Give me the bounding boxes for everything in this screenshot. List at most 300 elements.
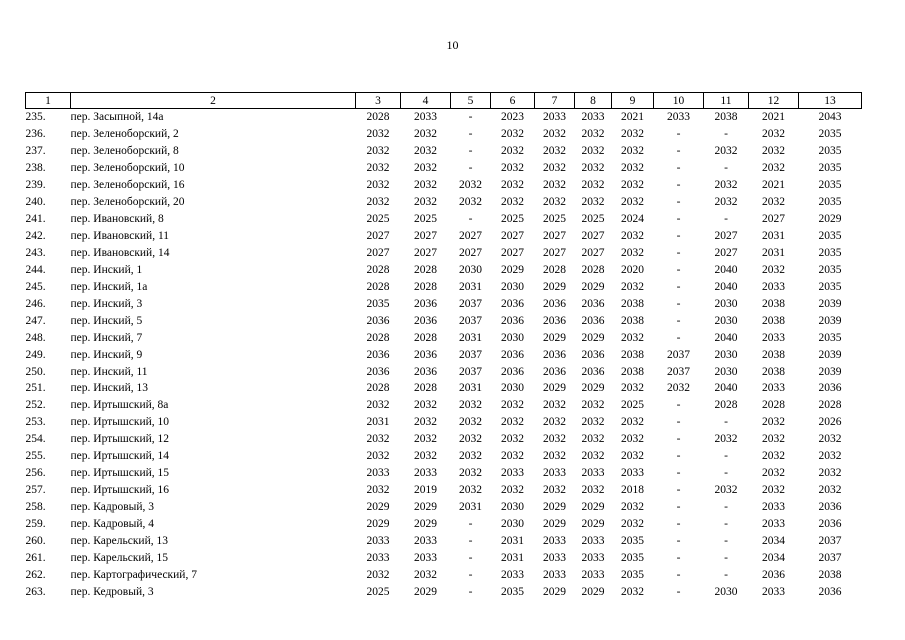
year-cell: 2037	[459, 348, 482, 361]
year-cell: 2036	[501, 365, 524, 378]
year-cell: 2029	[414, 517, 437, 530]
year-cell: 2035	[818, 331, 842, 344]
table-row	[26, 245, 862, 262]
table-row	[26, 414, 862, 431]
table-row	[26, 109, 862, 126]
year-cell: 2032	[762, 467, 785, 480]
year-cell: -	[724, 450, 728, 463]
year-cell: 2030	[501, 517, 524, 530]
year-cell: -	[468, 585, 473, 598]
year-cell: 2032	[366, 128, 390, 141]
row-number-cell: 240.	[25, 196, 46, 209]
row-number-cell: 251.	[25, 382, 46, 395]
column-header: 6	[491, 93, 535, 109]
year-cell: 2031	[459, 331, 482, 344]
year-cell: -	[724, 568, 728, 581]
year-cell: 2025	[501, 213, 524, 226]
year-cell: 2032	[621, 280, 644, 293]
year-cell: 2038	[762, 348, 785, 361]
year-cell: 2036	[581, 297, 605, 310]
address-cell: пер. Инский, 5	[70, 314, 143, 327]
year-cell: 2036	[501, 348, 524, 361]
year-cell: 2027	[414, 230, 437, 243]
year-cell: 2035	[621, 568, 644, 581]
year-cell: 2038	[818, 568, 842, 581]
year-cell: 2032	[543, 484, 566, 497]
year-cell: 2035	[818, 145, 842, 158]
year-cell: 2025	[621, 399, 644, 412]
table-row	[26, 295, 862, 312]
year-cell: 2036	[762, 568, 785, 581]
row-number-cell: 255.	[25, 450, 46, 463]
year-cell: 2025	[414, 213, 437, 226]
year-cell: 2032	[414, 128, 437, 141]
year-cell: 2032	[714, 179, 738, 192]
address-cell: пер. Зеленоборский, 16	[70, 179, 185, 192]
year-cell: 2033	[543, 534, 566, 547]
year-cell: 2029	[581, 501, 605, 514]
year-cell: 2032	[621, 501, 644, 514]
year-cell: 2035	[818, 128, 842, 141]
address-cell: пер. Инский, 9	[70, 348, 143, 361]
year-cell: 2036	[366, 348, 390, 361]
year-cell: 2037	[459, 314, 482, 327]
year-cell: 2032	[459, 416, 482, 429]
year-cell: 2032	[366, 484, 390, 497]
year-cell: 2032	[501, 128, 524, 141]
row-number-cell: 262.	[25, 568, 46, 581]
year-cell: 2033	[762, 280, 785, 293]
address-cell: пер. Ивановский, 11	[70, 230, 170, 243]
year-cell: 2033	[667, 111, 690, 124]
year-cell: -	[724, 534, 728, 547]
year-cell: 2025	[366, 585, 390, 598]
year-cell: 2027	[366, 230, 390, 243]
address-cell: пер. Иртышский, 12	[70, 433, 170, 446]
year-cell: 2036	[818, 585, 842, 598]
year-cell: 2029	[543, 382, 566, 395]
year-cell: 2035	[818, 196, 842, 209]
year-cell: 2027	[366, 246, 390, 259]
year-cell: 2037	[818, 551, 842, 564]
year-cell: 2038	[762, 365, 785, 378]
address-cell: пер. Инский, 1	[70, 263, 143, 276]
year-cell: 2032	[581, 128, 605, 141]
column-header: 3	[356, 93, 401, 109]
year-cell: 2033	[366, 534, 390, 547]
table-row	[26, 363, 862, 380]
year-cell: 2033	[581, 568, 605, 581]
year-cell: 2025	[543, 213, 566, 226]
year-cell: 2032	[621, 145, 644, 158]
row-number-cell: 237.	[25, 145, 46, 158]
year-cell: 2032	[762, 450, 785, 463]
address-cell: пер. Инский, 13	[70, 382, 148, 395]
table-row	[26, 194, 862, 211]
year-cell: 2026	[818, 416, 842, 429]
year-cell: 2038	[621, 314, 644, 327]
year-cell: 2032	[501, 416, 524, 429]
column-header: 13	[799, 93, 862, 109]
year-cell: 2030	[714, 314, 738, 327]
year-cell: 2033	[762, 517, 785, 530]
year-cell: -	[724, 128, 728, 141]
row-number-cell: 245.	[25, 280, 46, 293]
table-row	[26, 549, 862, 566]
row-number-cell: 256.	[25, 467, 46, 480]
year-cell: 2028	[762, 399, 785, 412]
year-cell: -	[676, 467, 681, 480]
address-cell: пер. Зеленоборский, 2	[70, 128, 179, 141]
year-cell: -	[676, 246, 681, 259]
year-cell: 2030	[501, 382, 524, 395]
year-cell: 2032	[762, 263, 785, 276]
year-cell: 2037	[818, 534, 842, 547]
year-cell: 2029	[501, 263, 524, 276]
column-header: 11	[704, 93, 749, 109]
row-number-cell: 236.	[25, 128, 46, 141]
year-cell: 2036	[414, 348, 437, 361]
column-number-header-row	[26, 93, 862, 109]
year-cell: 2032	[762, 128, 785, 141]
year-cell: 2038	[621, 348, 644, 361]
row-number-cell: 254.	[25, 433, 46, 446]
year-cell: -	[676, 297, 681, 310]
year-cell: 2025	[366, 213, 390, 226]
year-cell: 2027	[714, 230, 738, 243]
year-cell: -	[468, 213, 473, 226]
year-cell: 2033	[543, 111, 566, 124]
year-cell: 2030	[714, 348, 738, 361]
row-number-cell: 257.	[25, 484, 46, 497]
row-number-cell: 252.	[25, 399, 46, 412]
year-cell: 2036	[414, 365, 437, 378]
address-cell: пер. Инский, 1а	[70, 280, 148, 293]
table-row	[26, 482, 862, 499]
table-row	[26, 397, 862, 414]
year-cell: 2033	[414, 534, 437, 547]
year-cell: 2032	[543, 128, 566, 141]
year-cell: 2032	[543, 399, 566, 412]
year-cell: 2032	[414, 399, 437, 412]
year-cell: 2032	[501, 433, 524, 446]
row-number-cell: 263.	[25, 585, 46, 598]
year-cell: 2032	[581, 196, 605, 209]
year-cell: 2032	[581, 433, 605, 446]
year-cell: 2040	[714, 331, 738, 344]
year-cell: 2035	[818, 280, 842, 293]
year-cell: 2032	[581, 450, 605, 463]
year-cell: -	[676, 145, 681, 158]
table-row	[26, 261, 862, 278]
year-cell: 2032	[543, 450, 566, 463]
table-row	[26, 312, 862, 329]
year-cell: 2036	[366, 365, 390, 378]
year-cell: 2036	[414, 297, 437, 310]
year-cell: 2027	[543, 246, 566, 259]
row-number-cell: 258.	[25, 501, 46, 514]
year-cell: -	[676, 450, 681, 463]
year-cell: 2039	[818, 348, 842, 361]
year-cell: 2032	[366, 433, 390, 446]
year-cell: 2036	[818, 517, 842, 530]
year-cell: 2035	[818, 246, 842, 259]
table-row	[26, 380, 862, 397]
year-cell: 2039	[818, 297, 842, 310]
year-cell: 2036	[818, 382, 842, 395]
address-cell: пер. Кадровый, 4	[70, 517, 155, 530]
year-cell: 2027	[501, 246, 524, 259]
year-cell: 2032	[762, 484, 785, 497]
year-cell: 2040	[714, 280, 738, 293]
year-cell: 2027	[459, 246, 482, 259]
year-cell: 2040	[714, 263, 738, 276]
year-cell: -	[676, 128, 681, 141]
year-cell: 2032	[762, 416, 785, 429]
table-row	[26, 211, 862, 228]
table-row	[26, 465, 862, 482]
year-cell: -	[676, 280, 681, 293]
year-cell: 2031	[366, 416, 390, 429]
year-cell: 2032	[714, 433, 738, 446]
year-cell: 2032	[621, 128, 644, 141]
year-cell: 2029	[543, 501, 566, 514]
year-cell: 2032	[414, 433, 437, 446]
year-cell: -	[724, 213, 728, 226]
year-cell: 2032	[762, 433, 785, 446]
year-cell: 2043	[818, 111, 842, 124]
year-cell: 2030	[501, 331, 524, 344]
year-cell: 2033	[501, 568, 524, 581]
table-row	[26, 516, 862, 533]
year-cell: 2029	[543, 517, 566, 530]
year-cell: 2029	[366, 501, 390, 514]
year-cell: 2036	[581, 365, 605, 378]
year-cell: 2028	[414, 280, 437, 293]
year-cell: 2037	[667, 348, 690, 361]
year-cell: 2032	[762, 196, 785, 209]
year-cell: 2030	[459, 263, 482, 276]
row-number-cell: 241.	[25, 213, 46, 226]
year-cell: 2030	[714, 585, 738, 598]
year-cell: 2020	[621, 263, 644, 276]
year-cell: -	[676, 399, 681, 412]
page-number: 10	[446, 38, 459, 52]
year-cell: 2035	[621, 551, 644, 564]
address-cell: пер. Ивановский, 8	[70, 213, 164, 226]
year-cell: 2032	[501, 484, 524, 497]
year-cell: -	[468, 551, 473, 564]
row-number-cell: 259.	[25, 517, 46, 530]
table-row	[26, 448, 862, 465]
row-number-cell: 246.	[25, 297, 46, 310]
year-cell: 2035	[501, 585, 524, 598]
year-cell: 2032	[501, 399, 524, 412]
year-cell: 2033	[762, 382, 785, 395]
year-cell: -	[468, 128, 473, 141]
year-cell: 2032	[366, 179, 390, 192]
year-cell: 2028	[366, 382, 390, 395]
address-cell: пер. Иртышский, 10	[70, 416, 170, 429]
year-cell: 2032	[501, 162, 524, 175]
year-cell: 2032	[621, 416, 644, 429]
year-cell: 2032	[459, 450, 482, 463]
year-cell: 2019	[414, 484, 437, 497]
address-cell: пер. Иртышский, 15	[70, 467, 170, 480]
year-cell: -	[676, 162, 681, 175]
year-cell: 2027	[714, 246, 738, 259]
year-cell: 2032	[621, 382, 644, 395]
year-cell: 2036	[543, 297, 566, 310]
year-cell: -	[676, 263, 681, 276]
row-number-cell: 235.	[25, 111, 46, 124]
address-cell: пер. Иртышский, 16	[70, 484, 170, 497]
table-row	[26, 329, 862, 346]
year-cell: 2032	[543, 162, 566, 175]
year-cell: -	[676, 196, 681, 209]
year-cell: 2036	[543, 365, 566, 378]
table-row	[26, 431, 862, 448]
year-cell: 2032	[714, 196, 738, 209]
year-cell: 2028	[543, 263, 566, 276]
year-cell: 2032	[366, 450, 390, 463]
year-cell: -	[676, 551, 681, 564]
year-cell: 2038	[621, 297, 644, 310]
year-cell: 2027	[762, 213, 785, 226]
year-cell: 2032	[414, 416, 437, 429]
year-cell: 2029	[543, 280, 566, 293]
year-cell: 2032	[414, 196, 437, 209]
year-cell: 2032	[818, 433, 842, 446]
year-cell: 2032	[621, 162, 644, 175]
year-cell: 2023	[501, 111, 524, 124]
year-cell: 2029	[581, 280, 605, 293]
row-number-cell: 238.	[25, 162, 46, 175]
year-cell: 2028	[366, 331, 390, 344]
year-cell: 2028	[818, 399, 842, 412]
year-cell: 2028	[366, 263, 390, 276]
year-cell: 2032	[714, 484, 738, 497]
year-cell: 2032	[621, 331, 644, 344]
year-cell: 2032	[621, 246, 644, 259]
year-cell: -	[676, 433, 681, 446]
table-row	[26, 532, 862, 549]
year-cell: -	[676, 179, 681, 192]
year-cell: 2033	[366, 467, 390, 480]
year-cell: 2032	[581, 399, 605, 412]
year-cell: 2032	[501, 450, 524, 463]
year-cell: -	[676, 517, 681, 530]
year-cell: 2032	[459, 467, 482, 480]
year-cell: 2034	[762, 551, 785, 564]
year-cell: -	[676, 484, 681, 497]
year-cell: 2033	[501, 467, 524, 480]
year-cell: 2028	[714, 399, 738, 412]
year-cell: 2032	[621, 517, 644, 530]
year-cell: 2032	[621, 433, 644, 446]
address-cell: пер. Иртышский, 8а	[70, 399, 169, 412]
year-cell: 2032	[818, 450, 842, 463]
address-cell: пер. Зеленоборский, 8	[70, 145, 179, 158]
year-cell: 2032	[414, 568, 437, 581]
year-cell: 2031	[762, 246, 785, 259]
year-cell: 2032	[366, 162, 390, 175]
year-cell: 2032	[366, 568, 390, 581]
year-cell: 2029	[543, 331, 566, 344]
year-cell: 2032	[621, 585, 644, 598]
year-cell: 2035	[621, 534, 644, 547]
table-row	[26, 160, 862, 177]
year-cell: -	[724, 162, 728, 175]
row-number-cell: 250.	[25, 365, 46, 378]
year-cell: 2032	[621, 196, 644, 209]
table-row	[26, 566, 862, 583]
column-header: 1	[26, 93, 71, 109]
year-cell: -	[676, 501, 681, 514]
table-row	[26, 346, 862, 363]
year-cell: 2032	[581, 162, 605, 175]
year-cell: 2036	[501, 297, 524, 310]
year-cell: 2032	[621, 450, 644, 463]
year-cell: 2033	[366, 551, 390, 564]
year-cell: 2021	[621, 111, 644, 124]
year-cell: 2028	[581, 263, 605, 276]
year-cell: 2031	[459, 382, 482, 395]
year-cell: 2038	[762, 314, 785, 327]
year-cell: -	[724, 551, 728, 564]
column-header: 9	[612, 93, 654, 109]
year-cell: 2032	[459, 484, 482, 497]
year-cell: 2028	[414, 382, 437, 395]
year-cell: 2032	[581, 145, 605, 158]
year-cell: 2032	[762, 145, 785, 158]
year-cell: -	[676, 568, 681, 581]
year-cell: 2032	[543, 196, 566, 209]
year-cell: 2035	[818, 263, 842, 276]
year-cell: 2028	[366, 111, 390, 124]
year-cell: 2033	[581, 467, 605, 480]
year-cell: 2036	[501, 314, 524, 327]
year-cell: 2036	[366, 314, 390, 327]
row-number-cell: 242.	[25, 230, 46, 243]
year-cell: -	[676, 213, 681, 226]
year-cell: -	[724, 517, 728, 530]
year-cell: 2038	[714, 111, 738, 124]
column-header: 2	[71, 93, 356, 109]
address-cell: пер. Инский, 3	[70, 297, 143, 310]
year-cell: 2032	[543, 416, 566, 429]
year-cell: -	[468, 534, 473, 547]
row-number-cell: 249.	[25, 348, 46, 361]
year-cell: 2034	[762, 534, 785, 547]
year-cell: 2032	[581, 484, 605, 497]
year-cell: 2032	[414, 162, 437, 175]
year-cell: 2038	[762, 297, 785, 310]
year-cell: 2032	[366, 399, 390, 412]
year-cell: 2028	[414, 263, 437, 276]
year-cell: 2029	[581, 585, 605, 598]
year-cell: 2027	[543, 230, 566, 243]
year-cell: 2030	[501, 501, 524, 514]
year-cell: 2029	[543, 585, 566, 598]
year-cell: -	[724, 467, 728, 480]
year-cell: 2037	[459, 365, 482, 378]
year-cell: 2033	[543, 467, 566, 480]
year-cell: 2032	[621, 179, 644, 192]
column-header: 5	[451, 93, 491, 109]
address-cell: пер. Картографический, 7	[70, 568, 197, 581]
table-row	[26, 143, 862, 160]
